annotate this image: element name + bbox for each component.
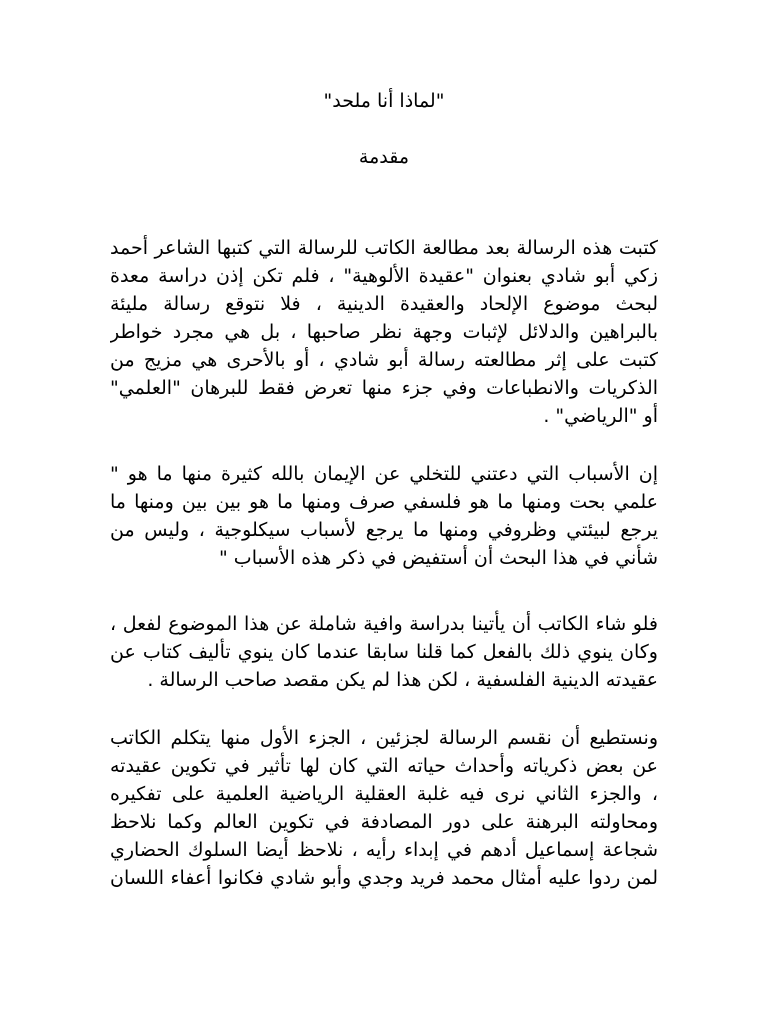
text-line: بالبراهين والدلائل لإثبات وجهة نظر صاحبها ، بل هي مجرد خواطر	[110, 321, 658, 343]
text-line: ومحاولته البرهنة على دور المصادفة في تكوين العالم وكما نلاحظ	[110, 811, 658, 833]
text-line: لبحث موضوع الإلحاد والعقيدة الدينية ، فلا نتوقع رسالة مليئة	[110, 293, 658, 315]
text-line: الذكريات والانطباعات وفي جزء منها تعرض فقط للبرهان "العلمي"	[110, 377, 658, 399]
document-subtitle: مقدمة	[358, 146, 410, 168]
text-line: فلو شاء الكاتب أن يأتينا بدراسة وافية شاملة عن هذا الموضوع لفعل ،	[110, 613, 658, 635]
text-line: يرجع لبيئتي وظروفي ومنها ما يرجع لأسباب سيكلوجية ، وليس من	[110, 519, 658, 541]
text-line: عن بعض ذكرياته وأحداث حياته التي كان لها تأثير في تكوين عقيدته	[110, 755, 658, 777]
text-line: أو "الرياضي" .	[543, 405, 658, 427]
text-line: كتبت هذه الرسالة بعد مطالعة الكاتب للرسالة التي كتبها الشاعر أحمد	[110, 237, 658, 259]
text-line: لمن ردوا عليه أمثال محمد فريد وجدي وأبو شادي فكانوا أعفاء اللسان	[110, 867, 658, 889]
text-line: وكان ينوي ذلك بالفعل كما قلنا سابقا عندما كان ينوي تأليف كتاب عن	[110, 641, 658, 663]
text-line: كتبت على إثر مطالعته رسالة أبو شادي ، أو بالأحرى هي مزيج من	[110, 349, 658, 371]
text-line: عقيدته الدينية الفلسفية ، لكن هذا لم يكن مقصد صاحب الرسالة .	[147, 669, 658, 691]
text-line: زكي أبو شادي بعنوان "عقيدة الألوهية" ، فلم تكن إذن دراسة معدة	[110, 265, 658, 287]
text-line: ونستطيع أن نقسم الرسالة لجزئين ، الجزء الأول منها يتكلم الكاتب	[110, 727, 658, 749]
paragraph-1	[110, 234, 658, 430]
paragraph-3	[110, 610, 658, 694]
paragraph-4	[110, 724, 658, 892]
paragraph-2	[110, 460, 658, 572]
document-title: "لماذا أنا ملحد"	[323, 90, 445, 112]
text-line: شجاعة إسماعيل أدهم في إبداء رأيه ، نلاحظ أيضا السلوك الحضاري	[110, 839, 658, 861]
text-line: إن الأسباب التي دعتني للتخلي عن الإيمان بالله كثيرة منها ما هو "	[110, 463, 658, 485]
text-line: ، والجزء الثاني نرى فيه غلبة العقلية الرياضية العلمية على تفكيره	[110, 783, 658, 805]
text-line: علمي بحت ومنها ما هو فلسفي صرف ومنها ما هو بين بين ومنها ما	[110, 491, 658, 513]
text-line: شأني في هذا البحث أن أستفيض في ذكر هذه الأسباب "	[219, 547, 658, 569]
